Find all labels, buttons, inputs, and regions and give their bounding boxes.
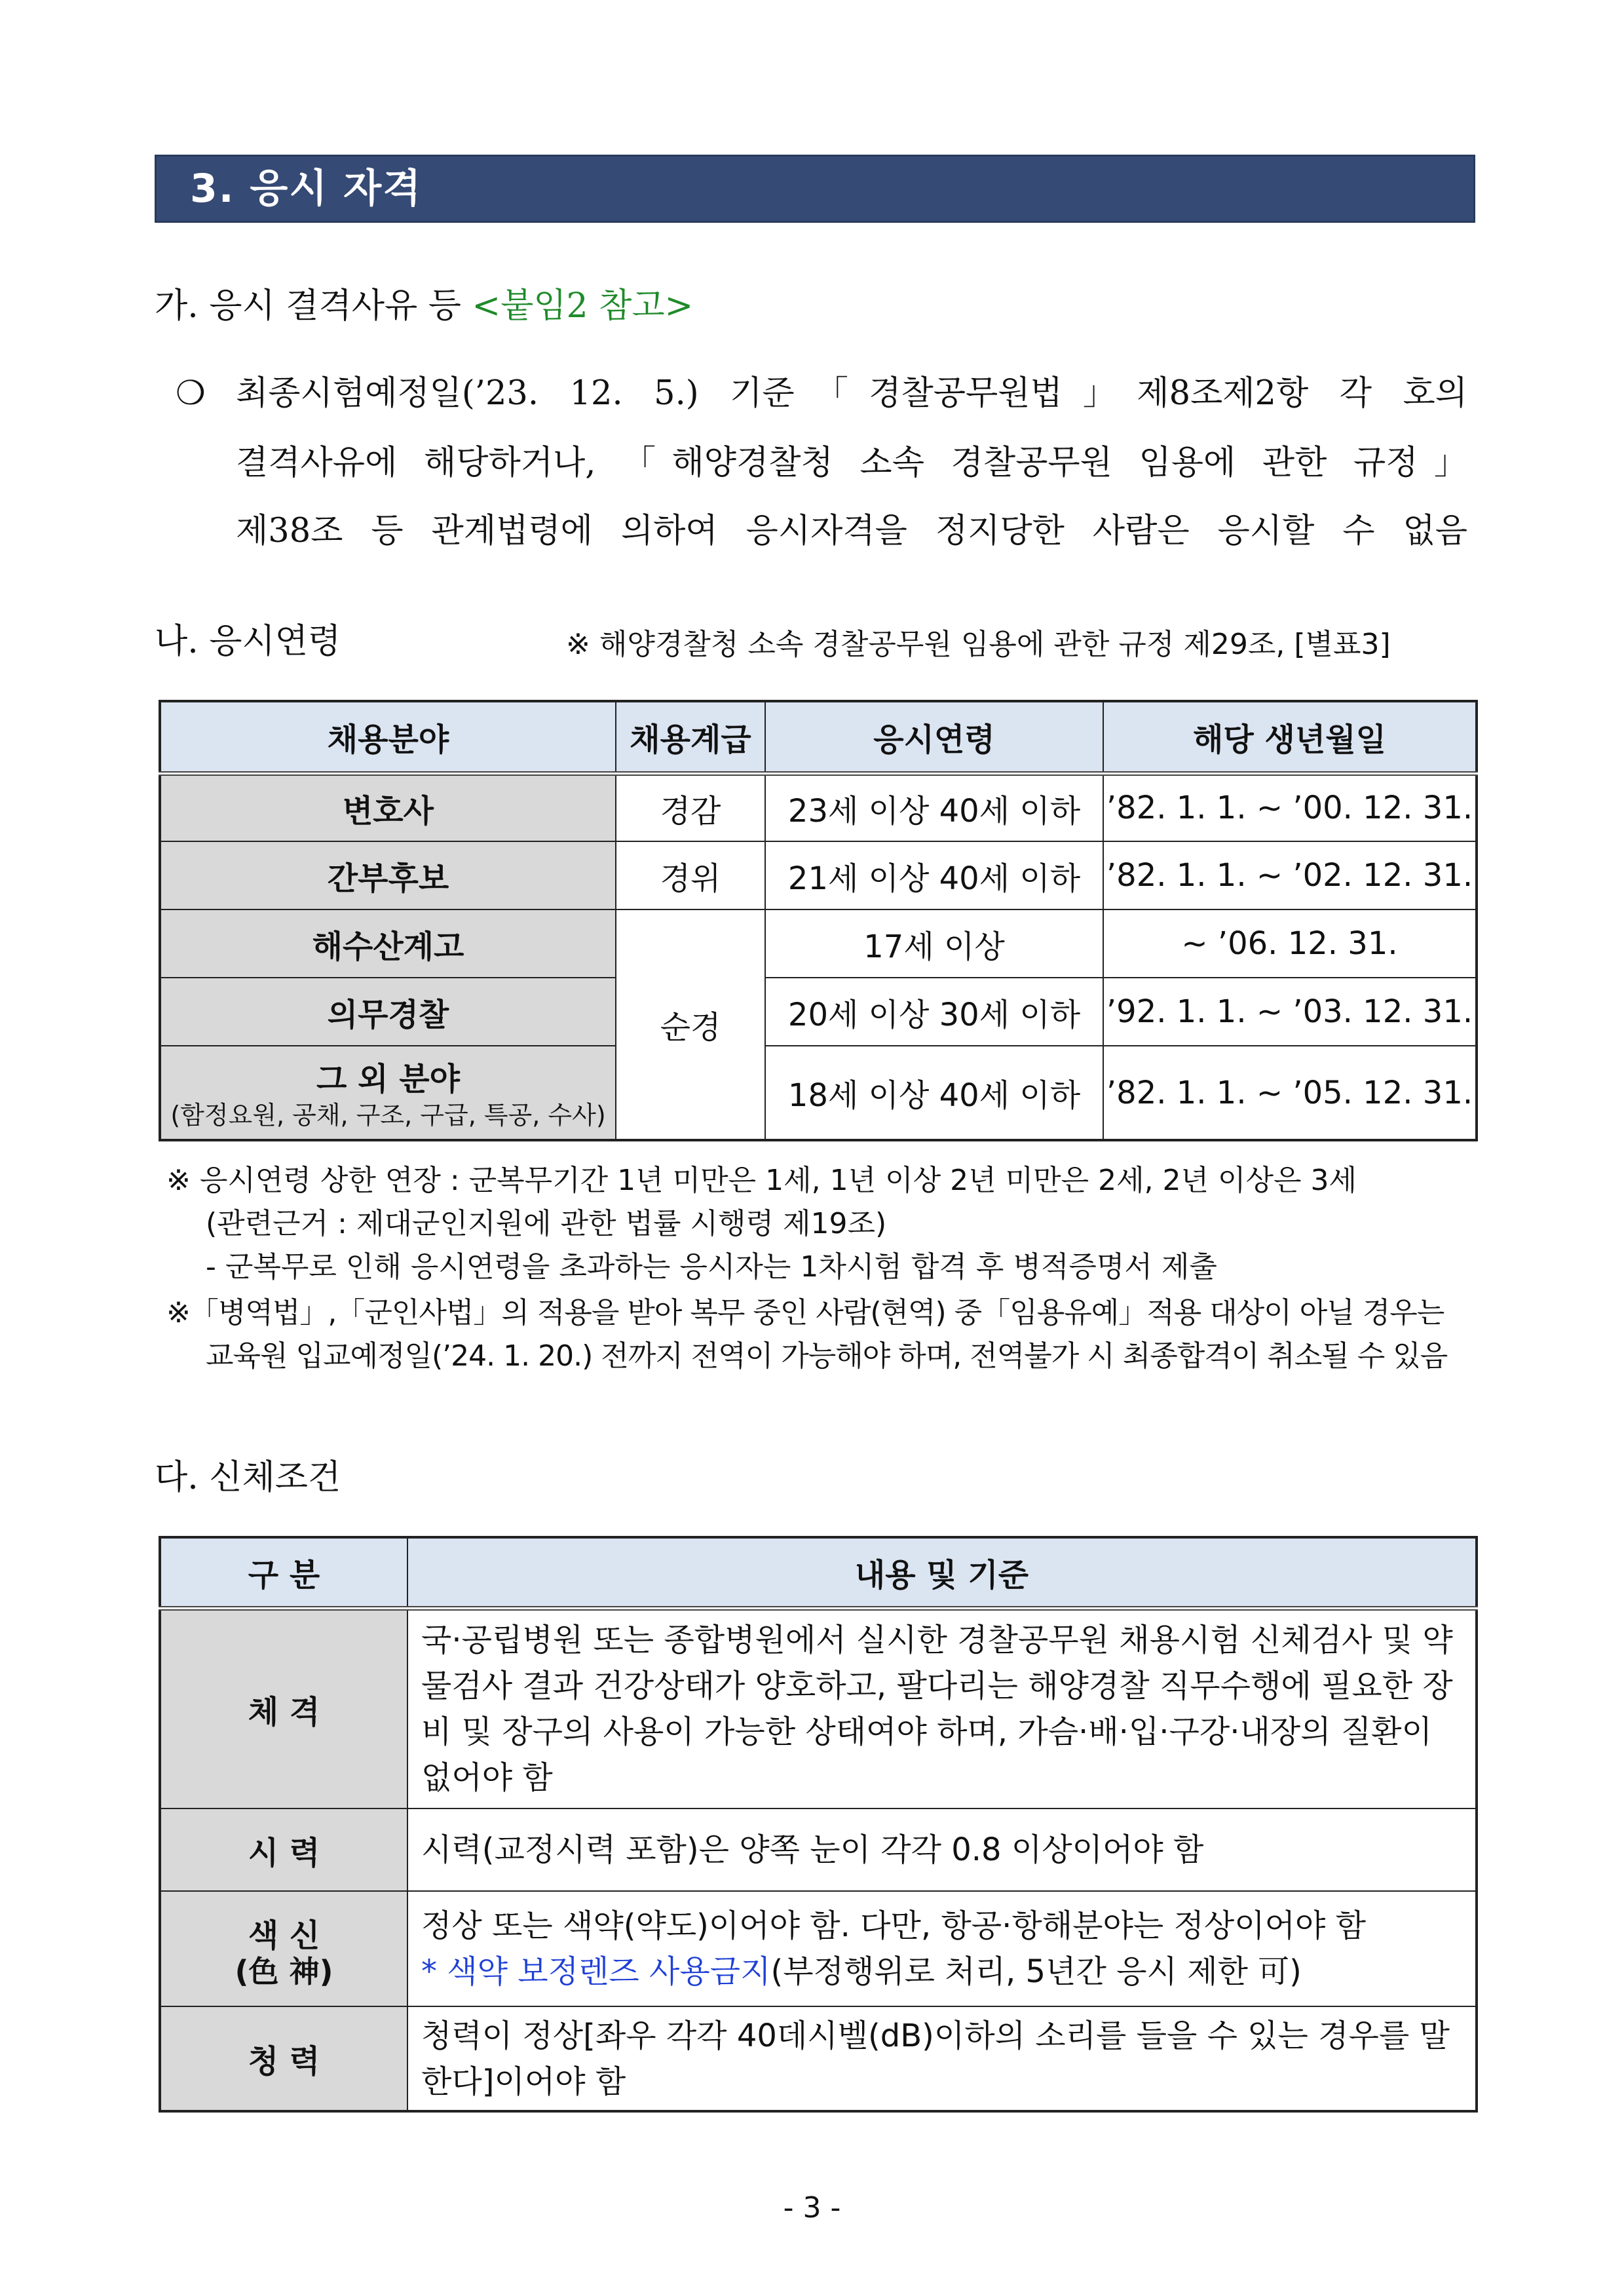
dob-cell: ’82. 1. 1. ~ ’00. 12. 31. [1103,773,1477,841]
criteria-cell: 국·공립병원 또는 종합병원에서 실시한 경찰공무원 채용시험 신체검사 및 약물검사 결과 건강상태가 양호하고, 팔다리는 해양경찰 직무수행에 필요한 장비 및 장구의 사용이 가능한 상태여야 하며, 가슴·배·입·구강·내장의 질환이 없어야 함 [407,1608,1477,1808]
dob-cell: ’82. 1. 1. ~ ’02. 12. 31. [1103,841,1477,909]
part-a-line-2: 결격사유에 해당하거나, 「해양경찰청 소속 경찰공무원 임용에 관한 규정」 [236,444,1467,482]
bullet-icon: ❍ [176,374,206,413]
section-title: 3. 응시 자격 [190,166,423,212]
table-row [160,1808,1477,1891]
age-note-3: - 군복무로 인해 응시연령을 초과하는 응시자는 1차시험 합격 후 병적증명서 제출 [206,1250,1217,1284]
criteria-note-rest: (부정행위로 처리, 5년간 응시 제한 可) [770,1953,1302,1990]
criteria-cell [407,1891,1477,2006]
part-b-ref-note: ※ 해양경찰청 소속 경찰공무원 임용에 관한 규정 제29조, [별표3] [566,628,1391,661]
dob-cell: ~ ’06. 12. 31. [1103,909,1477,978]
age-note-2: (관련근거 : 제대군인지원에 관한 법률 시행령 제19조) [206,1207,887,1240]
age-note-1: ※ 응시연령 상한 연장 : 군복무기간 1년 미만은 1세, 1년 이상 2년 미만은 2세, 2년 이상은 3세 [166,1164,1357,1197]
field-label: 그 외 분야 [316,1061,460,1098]
field-cell: 변호사 [160,773,616,841]
field-cell [160,1046,616,1140]
part-a-heading-text: 가. 응시 결격사유 등 [155,286,472,326]
age-cell: 20세 이상 30세 이하 [765,978,1103,1046]
field-cell: 간부후보 [160,841,616,909]
table-row [160,773,1477,841]
part-b-heading: 나. 응시연령 [155,622,341,661]
age-cell: 18세 이상 40세 이하 [765,1046,1103,1140]
age-note-5: 교육원 입교예정일(’24. 1. 20.) 전까지 전역이 가능해야 하며, 전역불가 시 최종합격이 취소될 수 있음 [206,1339,1448,1373]
table-row [160,841,1477,909]
part-a-ref: <붙임2 참고> [472,286,694,326]
age-table [159,700,1478,1141]
criteria-note-blue: * 색약 보정렌즈 사용금지 [421,1953,771,1990]
dob-cell: ’92. 1. 1. ~ ’03. 12. 31. [1103,978,1477,1046]
age-note-4: ※「병역법」,「군인사법」의 적용을 받아 복무 중인 사람(현역) 중「임용유예」적용 대상이 아닐 경우는 [166,1296,1445,1330]
field-cell: 의무경찰 [160,978,616,1046]
col-header-field: 채용분야 [160,701,616,773]
age-cell: 21세 이상 40세 이하 [765,841,1103,909]
criteria-cell: 청력이 정상[좌우 각각 40데시벨(dB)이하의 소리를 들을 수 있는 경우를 말한다]이어야 함 [407,2006,1477,2111]
category-cell: 시 력 [160,1808,407,1891]
field-cell: 해수산계고 [160,909,616,978]
category-cell: 청 력 [160,2006,407,2111]
page-number: - 3 - [783,2191,841,2225]
table-row [160,909,1477,978]
col-header-rank: 채용계급 [616,701,765,773]
field-sublabel: (함정요원, 공채, 구조, 구급, 특공, 수사) [170,1101,606,1130]
criteria-cell: 시력(교정시력 포함)은 양쪽 눈이 각각 0.8 이상이어야 함 [407,1808,1477,1891]
criteria-note [421,1949,1465,1995]
physical-table [159,1536,1478,2113]
table-row [160,2006,1477,2111]
category-cell [160,1891,407,2006]
col-header-category: 구 분 [160,1537,407,1608]
table-row [160,978,1477,1046]
part-a-line-3: 제38조 등 관계법령에 의하여 응시자격을 정지당한 사람은 응시할 수 없음 [236,512,1467,550]
part-a-heading [155,283,693,329]
category-cell: 체 격 [160,1608,407,1808]
col-header-criteria: 내용 및 기준 [407,1537,1477,1608]
age-cell: 17세 이상 [765,909,1103,978]
table-row [160,1046,1477,1140]
category-label: 색 신 [248,1917,320,1954]
part-a-line-1: 최종시험예정일(’23. 12. 5.) 기준「경찰공무원법」제8조제2항 각 호의 [236,374,1467,413]
dob-cell: ’82. 1. 1. ~ ’05. 12. 31. [1103,1046,1477,1140]
rank-cell: 경위 [616,841,765,909]
criteria-text: 정상 또는 색약(약도)이어야 함. 다만, 항공·항해분야는 정상이어야 함 [421,1907,1366,1944]
rank-cell: 경감 [616,773,765,841]
col-header-age: 응시연령 [765,701,1103,773]
col-header-dob: 해당 생년월일 [1103,701,1477,773]
rank-cell: 순경 [616,909,765,1140]
age-cell: 23세 이상 40세 이하 [765,773,1103,841]
table-row [160,1891,1477,2006]
part-c-heading: 다. 신체조건 [155,1458,341,1497]
category-sublabel: (色 神) [235,1953,333,1989]
table-row [160,1608,1477,1808]
